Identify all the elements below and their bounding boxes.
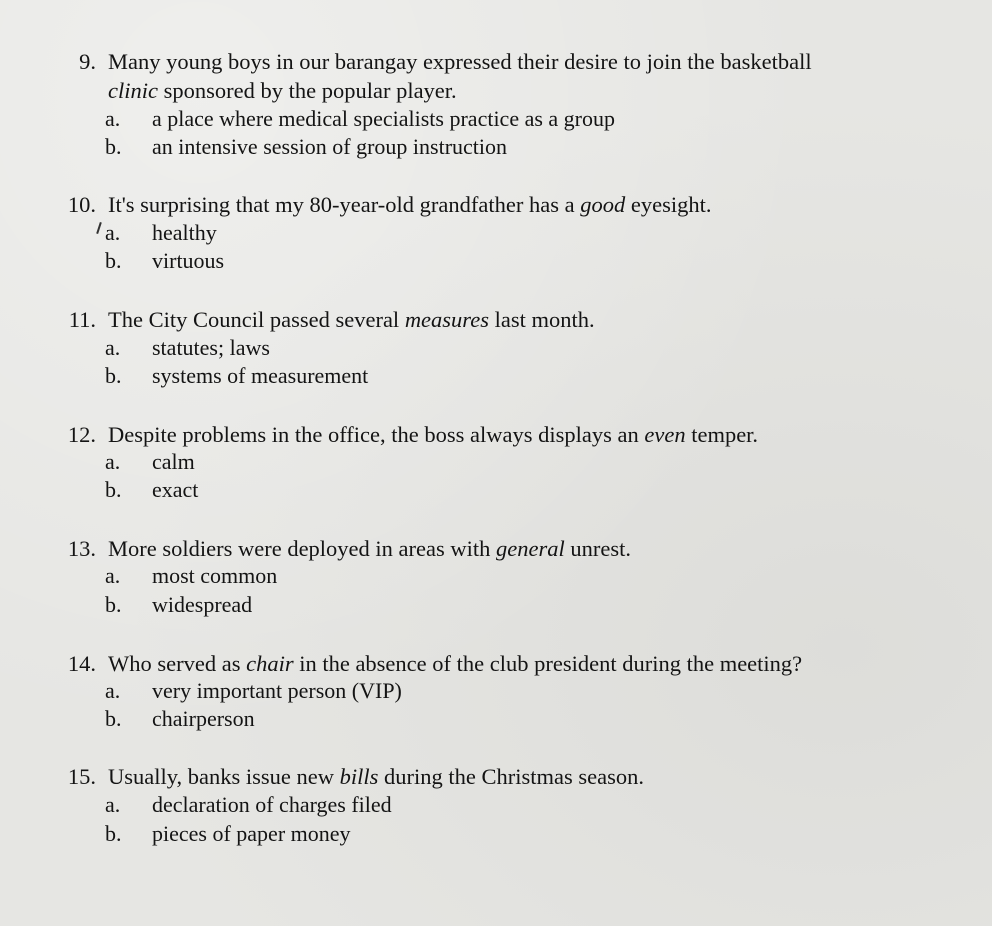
option-text: most common <box>152 563 278 588</box>
option-text: exact <box>152 477 199 502</box>
question-number: 11. <box>68 307 96 332</box>
option-text: pieces of paper money <box>152 821 351 846</box>
option-letter: a. <box>105 106 121 131</box>
question-text: Despite problems in the office, the boss always displays an even temper. <box>108 422 759 447</box>
option-text: healthy <box>152 220 217 245</box>
option-letter: b. <box>105 592 122 617</box>
question-text: Usually, banks issue new bills during the Christmas season. <box>108 764 645 789</box>
option-text: chairperson <box>152 706 255 731</box>
option-letter: a. <box>105 220 121 245</box>
key-word: bills <box>339 764 379 789</box>
option-letter: b. <box>105 477 122 502</box>
option-text: statutes; laws <box>152 335 270 360</box>
option-letter: a. <box>105 335 121 360</box>
key-word: even <box>644 422 686 447</box>
option-letter: b. <box>105 134 122 159</box>
question-text-after: sponsored by the popular player. <box>157 78 457 103</box>
option-letter: b. <box>105 363 122 388</box>
key-word: clinic <box>108 78 158 103</box>
option-text: virtuous <box>152 248 225 273</box>
key-word: chair <box>246 651 294 676</box>
key-word: good <box>580 192 626 217</box>
option-letter: a. <box>105 449 121 474</box>
key-word: measures <box>404 307 489 332</box>
key-word: general <box>496 536 565 561</box>
option-letter: a. <box>105 678 121 703</box>
option-text: declaration of charges filed <box>152 792 392 817</box>
option-text: very important person (VIP) <box>152 678 402 703</box>
option-letter: b. <box>105 248 122 273</box>
question-text: More soldiers were deployed in areas with general unrest. <box>108 536 631 561</box>
option-text: a place where medical specialists practice as a group <box>152 106 615 131</box>
question-text: Many young boys in our barangay expressed their desire to join the basketball <box>108 49 812 74</box>
question-text: Who served as chair in the absence of the club president during the meeting? <box>108 651 803 676</box>
option-letter: a. <box>105 563 121 588</box>
option-text: calm <box>152 449 195 474</box>
option-text: systems of measurement <box>152 363 369 388</box>
question-text: The City Council passed several measures last month. <box>108 307 595 332</box>
question-number: 9. <box>79 49 96 74</box>
option-letter: a. <box>105 792 121 817</box>
option-letter: b. <box>105 821 122 846</box>
question-number: 13. <box>67 536 96 561</box>
question-text: It's surprising that my 80-year-old grandfather has a good eyesight. <box>108 192 712 217</box>
question-number: 12. <box>67 422 96 447</box>
option-letter: b. <box>105 706 122 731</box>
question-number: 10. <box>67 192 96 217</box>
pencil-mark <box>96 222 102 234</box>
option-text: widespread <box>152 592 253 617</box>
option-text: an intensive session of group instruction <box>152 134 508 159</box>
question-text-continued <box>108 76 457 106</box>
question-number: 15. <box>67 764 96 789</box>
question-number: 14. <box>67 651 96 676</box>
